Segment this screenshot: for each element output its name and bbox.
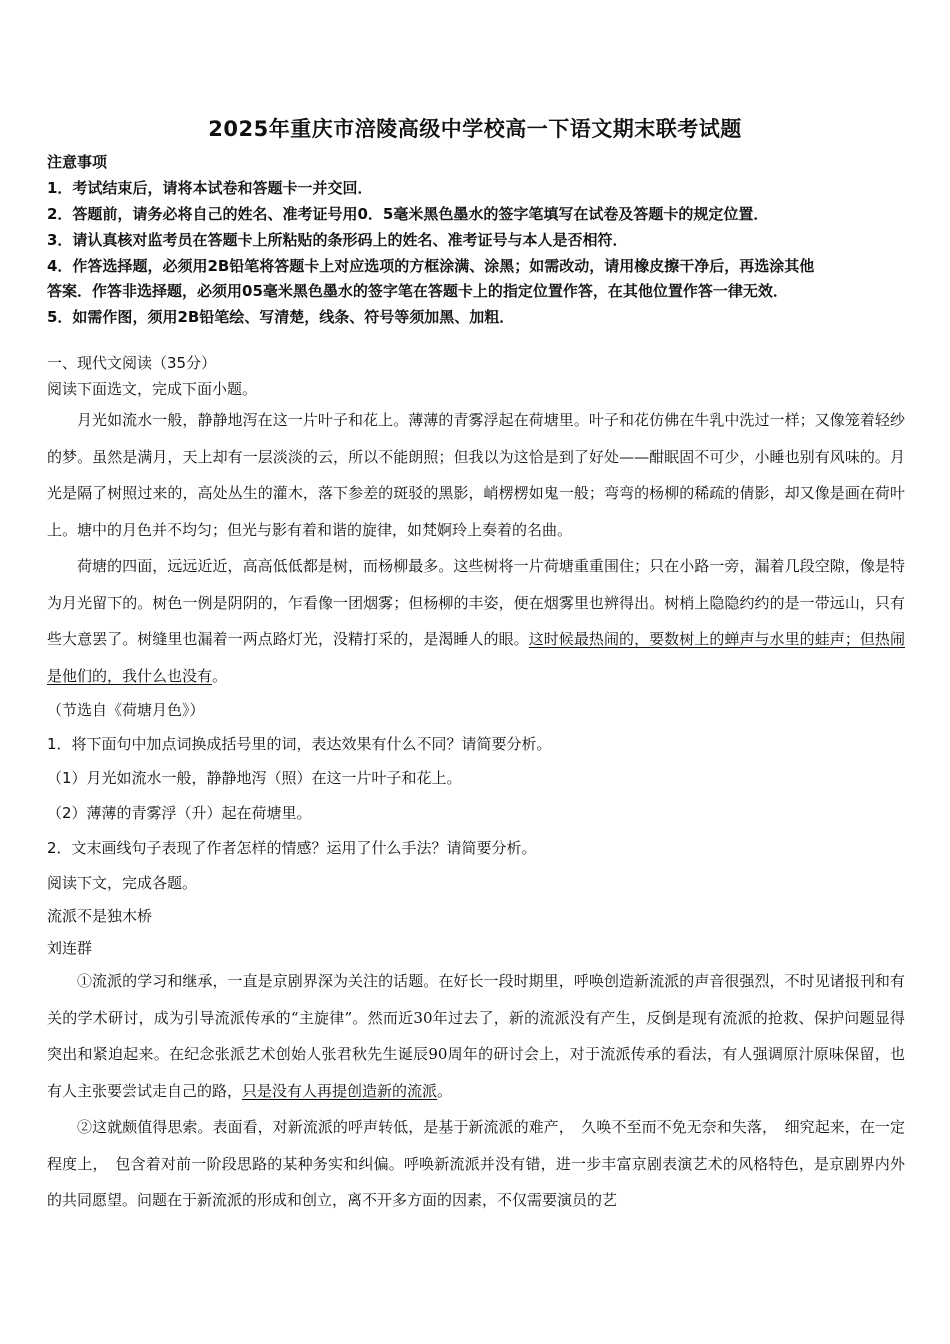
- question-1-part-1: （1）月光如流水一般，静静地泻（照）在这一片叶子和花上。: [47, 769, 462, 787]
- underlined-sentence: 这时候最热闹的，要数树上的蝉声与水里的蛙声；但热闹是他们的，我什么也没有: [47, 630, 905, 685]
- page-title: 2025年重庆市涪陵高级中学校高一下语文期末联考试题: [208, 117, 742, 141]
- article-title: 流派不是独木桥: [47, 907, 153, 925]
- passage-1-para-2-text: 荷塘的四面，远远近近，高高低低都是树，而杨柳最多。这些树将一片荷塘重重围住；只在小路一旁，漏着几段空隙，像是特为月光留下的。树色一例是阴阴的，乍看像一团烟雾；但杨柳的丰姿，便在烟雾里也辨得出。树梢上隐隐约约的是一带远山，只有些大意罢了。树缝里也漏着一两点路灯光，没精打采的，是渴睡人的眼。: [47, 557, 905, 648]
- passage-2-para-1-end: 。: [437, 1081, 453, 1100]
- passage-2-para-1-text: ①流派的学习和继承，一直是京剧界深为关注的话题。在好长一段时期里，呼唤创造新流派的声音很强烈，不时见诸报刊和有关的学术研讨，成为引导流派传承的“主旋律”。然而近30年过去了，新的流派没有产生，反倒是现有流派的抢救、保护问题显得突出和紧迫起来。在纪念张派艺术创始人张君秋先生诞辰90周年的研讨会上，对于流派传承的看法，有人强调原汁原味保留，也有人主张要尝试走自己的路，: [47, 972, 905, 1100]
- underlined-sentence-2: 只是没有人再提创造新的流派: [242, 1081, 438, 1100]
- question-2: 2．文末画线句子表现了作者怎样的情感？运用了什么手法？请简要分析。: [47, 839, 537, 857]
- passage-1: [47, 402, 905, 694]
- question-1-part-2: （2）薄薄的青雾浮（升）起在荷塘里。: [47, 804, 312, 822]
- passage-2-para-2: ②这就颇值得思索。表面看，对新流派的呼声转低，是基于新流派的难产， 久唤不至而不免无奈和失落， 细究起来，在一定程度上， 包含着对前一阶段思路的某种务实和纠偏。呼唤新流派并没有错，进一步丰富京剧表演艺术的风格特色，是京剧界内外的共同愿望。问题在于新流派的形成和创立，离不开多方面的因素，不仅需要演员的艺: [47, 1118, 905, 1209]
- notice-item-4-cont: 答案．作答非选择题，必须用05毫米黑色墨水的签字笔在答题卡上的指定位置作答，在其他位置作答一律无效．: [47, 282, 788, 300]
- passage-1-para-2: [47, 548, 905, 694]
- article-author: 刘连群: [47, 939, 93, 957]
- notice-item-4: 4．作答选择题，必须用2B铅笔将答题卡上对应选项的方框涂满、涂黑；如需改动，请用橡皮擦干净后，再选涂其他: [47, 257, 815, 275]
- notice-item-5: 5．如需作图，须用2B铅笔绘、写清楚，线条、符号等须加黑、加粗．: [47, 308, 515, 326]
- passage-2-para-1: [47, 963, 905, 1109]
- passage-1-para-1: 月光如流水一般，静静地泻在这一片叶子和花上。薄薄的青雾浮起在荷塘里。叶子和花仿佛在牛乳中洗过一样；又像笼着轻纱的梦。虽然是满月，天上却有一层淡淡的云，所以不能朗照；但我以为这恰是到了好处——酣眠固不可少，小睡也别有风味的。月光是隔了树照过来的，高处丛生的灌木，落下参差的斑驳的黑影，峭楞楞如鬼一般；弯弯的杨柳的稀疏的倩影，却又像是画在荷叶上。塘中的月色并不均匀；但光与影有着和谐的旋律，如梵婀玲上奏着的名曲。: [47, 411, 905, 539]
- section-heading: 一、现代文阅读（35分）: [47, 354, 217, 372]
- question-1: 1．将下面句中加点词换成括号里的词，表达效果有什么不同？请简要分析。: [47, 735, 552, 753]
- passage-1-para-2-end: 。: [212, 666, 228, 685]
- passage-source: （节选自《荷塘月色》）: [47, 701, 205, 719]
- notice-heading: 注意事项: [47, 153, 108, 171]
- reading-intro-2: 阅读下文，完成各题。: [47, 874, 198, 892]
- passage-2: [47, 963, 905, 1219]
- reading-intro: 阅读下面选文，完成下面小题。: [47, 380, 258, 398]
- notice-item-2: 2．答题前，请务必将自己的姓名、准考证号用0．5毫米黑色墨水的签字笔填写在试卷及答题卡的规定位置．: [47, 205, 769, 223]
- notice-item-3: 3．请认真核对监考员在答题卡上所粘贴的条形码上的姓名、准考证号与本人是否相符．: [47, 231, 628, 249]
- notice-item-1: 1．考试结束后，请将本试卷和答题卡一并交回．: [47, 179, 373, 197]
